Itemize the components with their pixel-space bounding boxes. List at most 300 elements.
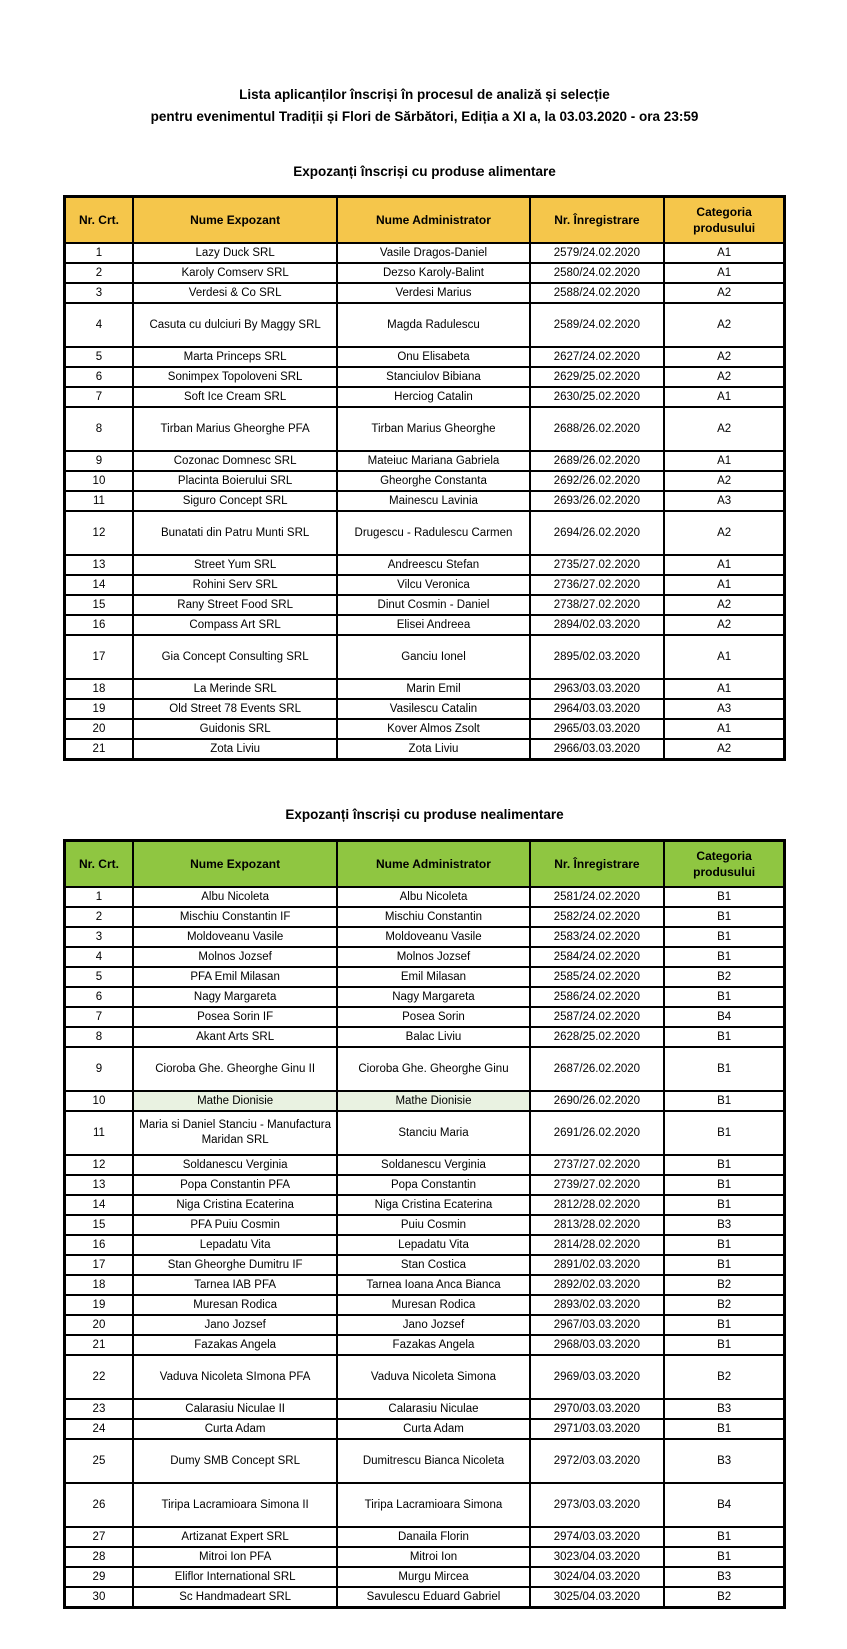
cell-nr: 19 (65, 1295, 133, 1315)
table-row (65, 595, 785, 615)
cell-inregistrare: 2589/24.02.2020 (530, 303, 665, 347)
table-alimentare (63, 195, 786, 761)
cell-administrator: Marin Emil (337, 679, 529, 699)
cell-inregistrare: 2965/03.03.2020 (530, 719, 665, 739)
table-row (65, 1155, 785, 1175)
column-header-administrator: Nume Administrator (337, 197, 529, 244)
cell-inregistrare: 2970/03.03.2020 (530, 1399, 665, 1419)
cell-inregistrare: 3024/04.03.2020 (530, 1567, 665, 1587)
cell-categoria: A1 (664, 555, 784, 575)
cell-expozant: Molnos Jozsef (133, 947, 337, 967)
cell-nr: 18 (65, 1275, 133, 1295)
cell-inregistrare: 2579/24.02.2020 (530, 243, 665, 263)
cell-administrator: Dezso Karoly-Balint (337, 263, 529, 283)
cell-nr: 11 (65, 1111, 133, 1155)
cell-categoria: A2 (664, 303, 784, 347)
table-row (65, 1335, 785, 1355)
table-nealimentare-body (65, 887, 785, 1608)
table-row (65, 1547, 785, 1567)
cell-categoria: B1 (664, 1175, 784, 1195)
table-row (65, 1315, 785, 1335)
cell-categoria: A2 (664, 595, 784, 615)
cell-expozant: Tarnea IAB PFA (133, 1275, 337, 1295)
cell-inregistrare: 2692/26.02.2020 (530, 471, 665, 491)
cell-expozant: Lazy Duck SRL (133, 243, 337, 263)
table-nealimentare-header (65, 841, 785, 888)
cell-nr: 4 (65, 303, 133, 347)
cell-nr: 9 (65, 1047, 133, 1091)
table-row (65, 1587, 785, 1608)
cell-categoria: B1 (664, 927, 784, 947)
column-header-administrator: Nume Administrator (337, 841, 529, 888)
table-row (65, 1027, 785, 1047)
table-row (65, 1255, 785, 1275)
cell-administrator: Zota Liviu (337, 739, 529, 760)
cell-categoria: B1 (664, 1419, 784, 1439)
cell-administrator: Tiripa Lacramioara Simona (337, 1483, 529, 1527)
cell-administrator: Fazakas Angela (337, 1335, 529, 1355)
cell-categoria: B4 (664, 1483, 784, 1527)
cell-inregistrare: 2814/28.02.2020 (530, 1235, 665, 1255)
table-row (65, 1195, 785, 1215)
cell-inregistrare: 2629/25.02.2020 (530, 367, 665, 387)
cell-expozant: Albu Nicoleta (133, 887, 337, 907)
cell-categoria: B2 (664, 1295, 784, 1315)
cell-nr: 15 (65, 1215, 133, 1235)
cell-inregistrare: 2584/24.02.2020 (530, 947, 665, 967)
cell-nr: 12 (65, 1155, 133, 1175)
cell-administrator: Dumitrescu Bianca Nicoleta (337, 1439, 529, 1483)
table-row (65, 987, 785, 1007)
cell-categoria: A2 (664, 471, 784, 491)
column-header-nr: Nr. Crt. (65, 197, 133, 244)
cell-nr: 19 (65, 699, 133, 719)
cell-categoria: B1 (664, 907, 784, 927)
table-row (65, 699, 785, 719)
table-alimentare-header (65, 197, 785, 244)
table-row (65, 451, 785, 471)
cell-categoria: A1 (664, 387, 784, 407)
cell-nr: 2 (65, 907, 133, 927)
cell-inregistrare: 2690/26.02.2020 (530, 1091, 665, 1111)
cell-expozant: Mischiu Constantin IF (133, 907, 337, 927)
table-alimentare-body (65, 243, 785, 760)
cell-expozant: Placinta Boierului SRL (133, 471, 337, 491)
cell-nr: 17 (65, 635, 133, 679)
cell-administrator: Vasilescu Catalin (337, 699, 529, 719)
cell-expozant: Vaduva Nicoleta SImona PFA (133, 1355, 337, 1399)
cell-expozant: Guidonis SRL (133, 719, 337, 739)
cell-expozant: Soft Ice Cream SRL (133, 387, 337, 407)
cell-administrator: Lepadatu Vita (337, 1235, 529, 1255)
cell-inregistrare: 2585/24.02.2020 (530, 967, 665, 987)
page-title-line2: pentru evenimentul Tradiții și Flori de Sărbători, Ediția a XI a, la 03.03.2020 - ora 23:59 (150, 108, 699, 124)
cell-inregistrare: 2738/27.02.2020 (530, 595, 665, 615)
cell-administrator: Nagy Margareta (337, 987, 529, 1007)
cell-nr: 17 (65, 1255, 133, 1275)
cell-administrator: Niga Cristina Ecaterina (337, 1195, 529, 1215)
cell-administrator: Magda Radulescu (337, 303, 529, 347)
cell-administrator: Popa Constantin (337, 1175, 529, 1195)
cell-inregistrare: 2587/24.02.2020 (530, 1007, 665, 1027)
cell-administrator: Mathe Dionisie (337, 1091, 529, 1111)
cell-inregistrare: 2582/24.02.2020 (530, 907, 665, 927)
cell-administrator: Kover Almos Zsolt (337, 719, 529, 739)
cell-categoria: A1 (664, 575, 784, 595)
cell-expozant: Street Yum SRL (133, 555, 337, 575)
cell-expozant: Rohini Serv SRL (133, 575, 337, 595)
cell-nr: 24 (65, 1419, 133, 1439)
cell-inregistrare: 2739/27.02.2020 (530, 1175, 665, 1195)
table-row (65, 1295, 785, 1315)
cell-nr: 3 (65, 927, 133, 947)
table-row (65, 1527, 785, 1547)
cell-expozant: Curta Adam (133, 1419, 337, 1439)
header-row (65, 841, 785, 888)
cell-administrator: Calarasiu Niculae (337, 1399, 529, 1419)
cell-categoria: A2 (664, 347, 784, 367)
cell-categoria: A1 (664, 635, 784, 679)
table-row (65, 907, 785, 927)
cell-categoria: A2 (664, 283, 784, 303)
cell-expozant: Akant Arts SRL (133, 1027, 337, 1047)
table-row (65, 1355, 785, 1399)
cell-categoria: A1 (664, 451, 784, 471)
cell-administrator: Vasile Dragos-Daniel (337, 243, 529, 263)
table-row (65, 511, 785, 555)
table-row (65, 1439, 785, 1483)
cell-nr: 13 (65, 555, 133, 575)
cell-expozant: Zota Liviu (133, 739, 337, 760)
cell-nr: 8 (65, 1027, 133, 1047)
cell-expozant: Old Street 78 Events SRL (133, 699, 337, 719)
cell-categoria: B3 (664, 1399, 784, 1419)
cell-administrator: Cioroba Ghe. Gheorghe Ginu (337, 1047, 529, 1091)
table-row (65, 1175, 785, 1195)
cell-administrator: Savulescu Eduard Gabriel (337, 1587, 529, 1608)
table-row (65, 491, 785, 511)
cell-administrator: Balac Liviu (337, 1027, 529, 1047)
cell-expozant: Verdesi & Co SRL (133, 283, 337, 303)
cell-expozant: Popa Constantin PFA (133, 1175, 337, 1195)
cell-nr: 9 (65, 451, 133, 471)
column-header-inregistrare: Nr. Înregistrare (530, 841, 665, 888)
table-row (65, 283, 785, 303)
cell-categoria: B2 (664, 1355, 784, 1399)
cell-expozant: Casuta cu dulciuri By Maggy SRL (133, 303, 337, 347)
cell-expozant: PFA Emil Milasan (133, 967, 337, 987)
table-row (65, 1215, 785, 1235)
cell-categoria: A1 (664, 263, 784, 283)
cell-categoria: B1 (664, 1335, 784, 1355)
cell-nr: 25 (65, 1439, 133, 1483)
cell-nr: 16 (65, 615, 133, 635)
cell-nr: 7 (65, 387, 133, 407)
cell-categoria: A2 (664, 367, 784, 387)
cell-inregistrare: 2588/24.02.2020 (530, 283, 665, 303)
cell-categoria: A1 (664, 243, 784, 263)
cell-inregistrare: 2966/03.03.2020 (530, 739, 665, 760)
cell-categoria: A2 (664, 739, 784, 760)
cell-categoria: A3 (664, 699, 784, 719)
cell-expozant: Calarasiu Niculae II (133, 1399, 337, 1419)
cell-nr: 11 (65, 491, 133, 511)
cell-categoria: B1 (664, 1027, 784, 1047)
cell-administrator: Stanciu Maria (337, 1111, 529, 1155)
table-row (65, 1007, 785, 1027)
cell-expozant: Artizanat Expert SRL (133, 1527, 337, 1547)
cell-expozant: Bunatati din Patru Munti SRL (133, 511, 337, 555)
cell-categoria: A1 (664, 719, 784, 739)
table-row (65, 967, 785, 987)
cell-administrator: Mateiuc Mariana Gabriela (337, 451, 529, 471)
cell-inregistrare: 2974/03.03.2020 (530, 1527, 665, 1547)
cell-nr: 6 (65, 987, 133, 1007)
cell-expozant: Marta Princeps SRL (133, 347, 337, 367)
column-header-nr: Nr. Crt. (65, 841, 133, 888)
cell-administrator: Vilcu Veronica (337, 575, 529, 595)
table-row (65, 635, 785, 679)
cell-administrator: Stan Costica (337, 1255, 529, 1275)
section-title-alimentare: Expozanți înscriși cu produse alimentare (293, 164, 556, 180)
page-title (63, 84, 786, 127)
cell-administrator: Mainescu Lavinia (337, 491, 529, 511)
cell-nr: 29 (65, 1567, 133, 1587)
cell-expozant: Lepadatu Vita (133, 1235, 337, 1255)
table-row (65, 367, 785, 387)
cell-nr: 14 (65, 575, 133, 595)
table-row (65, 471, 785, 491)
cell-categoria: B1 (664, 1315, 784, 1335)
cell-categoria: B3 (664, 1439, 784, 1483)
cell-nr: 1 (65, 887, 133, 907)
cell-expozant: Maria si Daniel Stanciu - Manufactura Maridan SRL (133, 1111, 337, 1155)
table-row (65, 739, 785, 760)
cell-inregistrare: 2973/03.03.2020 (530, 1483, 665, 1527)
cell-expozant: Posea Sorin IF (133, 1007, 337, 1027)
cell-inregistrare: 2689/26.02.2020 (530, 451, 665, 471)
cell-inregistrare: 2735/27.02.2020 (530, 555, 665, 575)
cell-expozant: Moldoveanu Vasile (133, 927, 337, 947)
cell-administrator: Curta Adam (337, 1419, 529, 1439)
table-row (65, 1047, 785, 1091)
cell-categoria: B3 (664, 1567, 784, 1587)
cell-administrator: Murgu Mircea (337, 1567, 529, 1587)
cell-expozant: Muresan Rodica (133, 1295, 337, 1315)
column-header-categoria: Categoria produsului (664, 197, 784, 244)
column-header-categoria: Categoria produsului (664, 841, 784, 888)
header-row (65, 197, 785, 244)
cell-nr: 5 (65, 347, 133, 367)
cell-administrator: Posea Sorin (337, 1007, 529, 1027)
table-row (65, 1419, 785, 1439)
column-header-expozant: Nume Expozant (133, 197, 337, 244)
column-header-expozant: Nume Expozant (133, 841, 337, 888)
table-row (65, 1111, 785, 1155)
cell-categoria: B2 (664, 967, 784, 987)
cell-inregistrare: 2963/03.03.2020 (530, 679, 665, 699)
cell-nr: 6 (65, 367, 133, 387)
cell-expozant: Tiripa Lacramioara Simona II (133, 1483, 337, 1527)
table-row (65, 1235, 785, 1255)
cell-expozant: Cozonac Domnesc SRL (133, 451, 337, 471)
cell-inregistrare: 2694/26.02.2020 (530, 511, 665, 555)
cell-administrator: Ganciu Ionel (337, 635, 529, 679)
cell-categoria: B1 (664, 1255, 784, 1275)
cell-inregistrare: 2586/24.02.2020 (530, 987, 665, 1007)
column-header-inregistrare: Nr. Înregistrare (530, 197, 665, 244)
cell-nr: 10 (65, 471, 133, 491)
cell-administrator: Onu Elisabeta (337, 347, 529, 367)
cell-inregistrare: 2737/27.02.2020 (530, 1155, 665, 1175)
table-row (65, 263, 785, 283)
table-row (65, 347, 785, 367)
cell-administrator: Molnos Jozsef (337, 947, 529, 967)
cell-nr: 13 (65, 1175, 133, 1195)
cell-inregistrare: 2969/03.03.2020 (530, 1355, 665, 1399)
table-row (65, 303, 785, 347)
cell-categoria: B1 (664, 1527, 784, 1547)
cell-expozant: Siguro Concept SRL (133, 491, 337, 511)
cell-nr: 7 (65, 1007, 133, 1027)
cell-administrator: Albu Nicoleta (337, 887, 529, 907)
table-row (65, 1275, 785, 1295)
cell-nr: 18 (65, 679, 133, 699)
cell-expozant: La Merinde SRL (133, 679, 337, 699)
cell-inregistrare: 2693/26.02.2020 (530, 491, 665, 511)
cell-categoria: B1 (664, 947, 784, 967)
cell-expozant: Cioroba Ghe. Gheorghe Ginu II (133, 1047, 337, 1091)
cell-inregistrare: 2813/28.02.2020 (530, 1215, 665, 1235)
table-row (65, 1483, 785, 1527)
cell-nr: 27 (65, 1527, 133, 1547)
cell-inregistrare: 2967/03.03.2020 (530, 1315, 665, 1335)
cell-categoria: B4 (664, 1007, 784, 1027)
cell-nr: 21 (65, 739, 133, 760)
cell-categoria: B3 (664, 1215, 784, 1235)
cell-administrator: Vaduva Nicoleta Simona (337, 1355, 529, 1399)
cell-nr: 14 (65, 1195, 133, 1215)
cell-nr: 26 (65, 1483, 133, 1527)
cell-categoria: A2 (664, 615, 784, 635)
cell-inregistrare: 2628/25.02.2020 (530, 1027, 665, 1047)
cell-expozant: Fazakas Angela (133, 1335, 337, 1355)
table-row (65, 927, 785, 947)
cell-expozant: Stan Gheorghe Dumitru IF (133, 1255, 337, 1275)
cell-inregistrare: 2891/02.03.2020 (530, 1255, 665, 1275)
cell-expozant: Jano Jozsef (133, 1315, 337, 1335)
cell-categoria: B1 (664, 1547, 784, 1567)
cell-expozant: Sc Handmadeart SRL (133, 1587, 337, 1608)
cell-inregistrare: 2583/24.02.2020 (530, 927, 665, 947)
cell-categoria: B1 (664, 1047, 784, 1091)
cell-expozant: Tirban Marius Gheorghe PFA (133, 407, 337, 451)
cell-categoria: B1 (664, 1195, 784, 1215)
table-row (65, 407, 785, 451)
cell-nr: 20 (65, 1315, 133, 1335)
table-row (65, 1399, 785, 1419)
cell-administrator: Gheorghe Constanta (337, 471, 529, 491)
cell-inregistrare: 2688/26.02.2020 (530, 407, 665, 451)
cell-nr: 8 (65, 407, 133, 451)
cell-inregistrare: 3023/04.03.2020 (530, 1547, 665, 1567)
cell-nr: 30 (65, 1587, 133, 1608)
cell-inregistrare: 2812/28.02.2020 (530, 1195, 665, 1215)
cell-categoria: B1 (664, 1111, 784, 1155)
cell-administrator: Danaila Florin (337, 1527, 529, 1547)
cell-administrator: Verdesi Marius (337, 283, 529, 303)
cell-expozant: Gia Concept Consulting SRL (133, 635, 337, 679)
cell-nr: 21 (65, 1335, 133, 1355)
cell-inregistrare: 2972/03.03.2020 (530, 1439, 665, 1483)
cell-administrator: Moldoveanu Vasile (337, 927, 529, 947)
cell-administrator: Muresan Rodica (337, 1295, 529, 1315)
table-row (65, 679, 785, 699)
table-row (65, 575, 785, 595)
cell-categoria: A2 (664, 511, 784, 555)
table-row (65, 1091, 785, 1111)
cell-expozant: Karoly Comserv SRL (133, 263, 337, 283)
cell-nr: 5 (65, 967, 133, 987)
cell-administrator: Emil Milasan (337, 967, 529, 987)
cell-categoria: B1 (664, 887, 784, 907)
cell-inregistrare: 2971/03.03.2020 (530, 1419, 665, 1439)
cell-nr: 15 (65, 595, 133, 615)
cell-expozant: Rany Street Food SRL (133, 595, 337, 615)
cell-expozant: PFA Puiu Cosmin (133, 1215, 337, 1235)
cell-categoria: A1 (664, 679, 784, 699)
cell-inregistrare: 2968/03.03.2020 (530, 1335, 665, 1355)
cell-inregistrare: 2580/24.02.2020 (530, 263, 665, 283)
page-title-line1: Lista aplicanților înscriși în procesul de analiză și selecție (239, 87, 610, 102)
cell-inregistrare: 2894/02.03.2020 (530, 615, 665, 635)
cell-administrator: Tirban Marius Gheorghe (337, 407, 529, 451)
cell-nr: 20 (65, 719, 133, 739)
cell-nr: 23 (65, 1399, 133, 1419)
cell-administrator: Drugescu - Radulescu Carmen (337, 511, 529, 555)
cell-nr: 4 (65, 947, 133, 967)
table-row (65, 615, 785, 635)
cell-inregistrare: 2691/26.02.2020 (530, 1111, 665, 1155)
cell-inregistrare: 2892/02.03.2020 (530, 1275, 665, 1295)
table-nealimentare (63, 839, 786, 1609)
cell-expozant: Nagy Margareta (133, 987, 337, 1007)
cell-categoria: B2 (664, 1275, 784, 1295)
cell-administrator: Mitroi Ion (337, 1547, 529, 1567)
cell-administrator: Herciog Catalin (337, 387, 529, 407)
cell-inregistrare: 3025/04.03.2020 (530, 1587, 665, 1608)
table-row (65, 387, 785, 407)
cell-inregistrare: 2893/02.03.2020 (530, 1295, 665, 1315)
cell-nr: 16 (65, 1235, 133, 1255)
cell-nr: 28 (65, 1547, 133, 1567)
cell-administrator: Soldanescu Verginia (337, 1155, 529, 1175)
cell-inregistrare: 2687/26.02.2020 (530, 1047, 665, 1091)
cell-administrator: Dinut Cosmin - Daniel (337, 595, 529, 615)
section-title-nealimentare: Expozanți înscriși cu produse nealimentare (285, 807, 564, 823)
cell-administrator: Stanciulov Bibiana (337, 367, 529, 387)
cell-inregistrare: 2895/02.03.2020 (530, 635, 665, 679)
cell-nr: 12 (65, 511, 133, 555)
table-row (65, 947, 785, 967)
cell-expozant: Mitroi Ion PFA (133, 1547, 337, 1567)
cell-inregistrare: 2630/25.02.2020 (530, 387, 665, 407)
cell-inregistrare: 2627/24.02.2020 (530, 347, 665, 367)
cell-categoria: B1 (664, 987, 784, 1007)
cell-administrator: Elisei Andreea (337, 615, 529, 635)
cell-nr: 1 (65, 243, 133, 263)
cell-expozant: Sonimpex Topoloveni SRL (133, 367, 337, 387)
